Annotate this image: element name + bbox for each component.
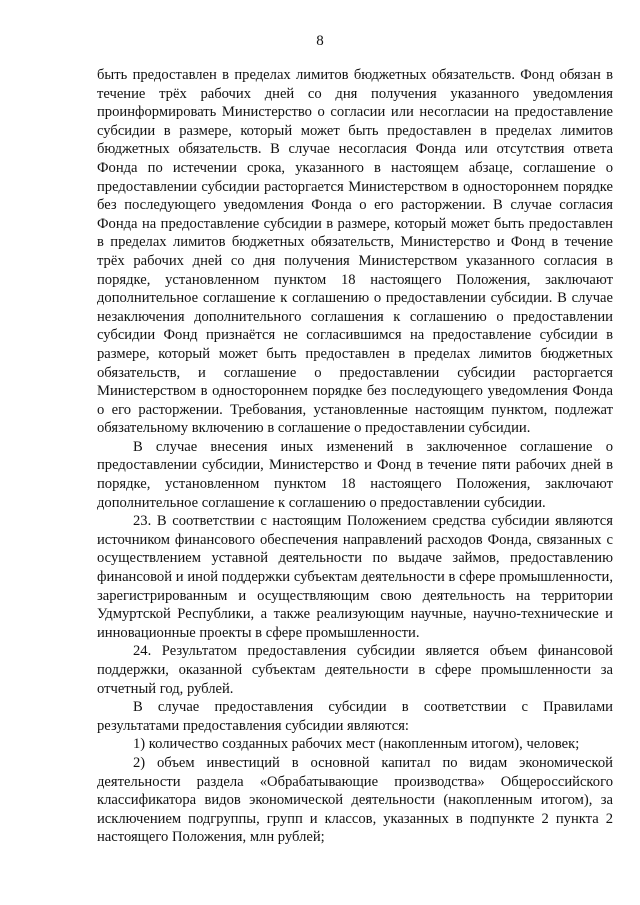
list-item-2: 2) объем инвестиций в основной капитал по видам экономической деятельности раздела «Обрабатывающие производства» Общероссийского классификатора видов экономической деятельности (накопленным итогом), за исключением подгруппы, групп и классов, указанных в подпункте 2 пункта 2 настоящего Положения, млн рублей; [97, 754, 613, 846]
page-number: 8 [316, 33, 324, 49]
paragraph-continuation: быть предоставлен в пределах лимитов бюджетных обязательств. Фонд обязан в течение трёх рабочих дней со дня получения указанного уведомления проинформировать Министерство о согласии или несогласии на предоставление субсидии в размере, который может быть предоставлен в пределах лимитов бюджетных обязательств. В случае несогласия Фонда или отсутствия ответа Фонда по истечении срока, указанного в настоящем абзаце, соглашение о предоставлении субсидии расторгается Министерством в одностороннем порядке без последующего уведомления Фонда о его расторжении. В случае согласия Фонда на предоставление субсидии в размере, который может быть предоставлен в пределах лимитов бюджетных обязательств, Министерство и Фонд в течение трёх рабочих дней со дня получения Министерством указанного согласия в порядке, установленном пунктом 18 настоящего Положения, заключают дополнительное соглашение к соглашению о предоставлении субсидии. В случае незаключения дополнительного соглашения к соглашению о предоставлении субсидии Фонд признаётся не согласившимся на предоставление субсидии в размере, который может быть предоставлен в пределах лимитов бюджетных обязательств, и соглашение о предоставлении субсидии расторгается Министерством в одностороннем порядке без последующего уведомления Фонда о его расторжении. Требования, установленные настоящим пунктом, подлежат обязательному включению в соглашение о предоставлении субсидии. [97, 67, 613, 437]
list-item-1: 1) количество созданных рабочих мест (накопленным итогом), человек; [133, 736, 580, 753]
paragraph-item-23: 23. В соответствии с настоящим Положением средства субсидии являются источником финансового обеспечения направлений расходов Фонда, связанных с осуществлением уставной деятельности по выдаче займов, предоставлению финансовой и иной поддержки субъектам деятельности в сфере промышленности, зарегистрированным и осуществляющим свою деятельность на территории Удмуртской Республики, а также реализующим научные, научно-технические и инновационные проекты в сфере промышленности. [97, 513, 613, 641]
document-body [97, 66, 613, 847]
paragraph-results-intro: В случае предоставления субсидии в соответствии с Правилами результатами предоставления субсидии являются: [97, 699, 613, 734]
paragraph-item-24: 24. Результатом предоставления субсидии является объем финансовой поддержки, оказанной субъектам деятельности в сфере промышленности за отчетный год, рублей. [97, 643, 613, 697]
paragraph-other-changes: В случае внесения иных изменений в заключенное соглашение о предоставлении субсидии, Министерство и Фонд в течение пяти рабочих дней в порядке, установленном пунктом 18 настоящего Положения, заключают дополнительное соглашение к соглашению о предоставлении субсидии. [97, 438, 613, 511]
